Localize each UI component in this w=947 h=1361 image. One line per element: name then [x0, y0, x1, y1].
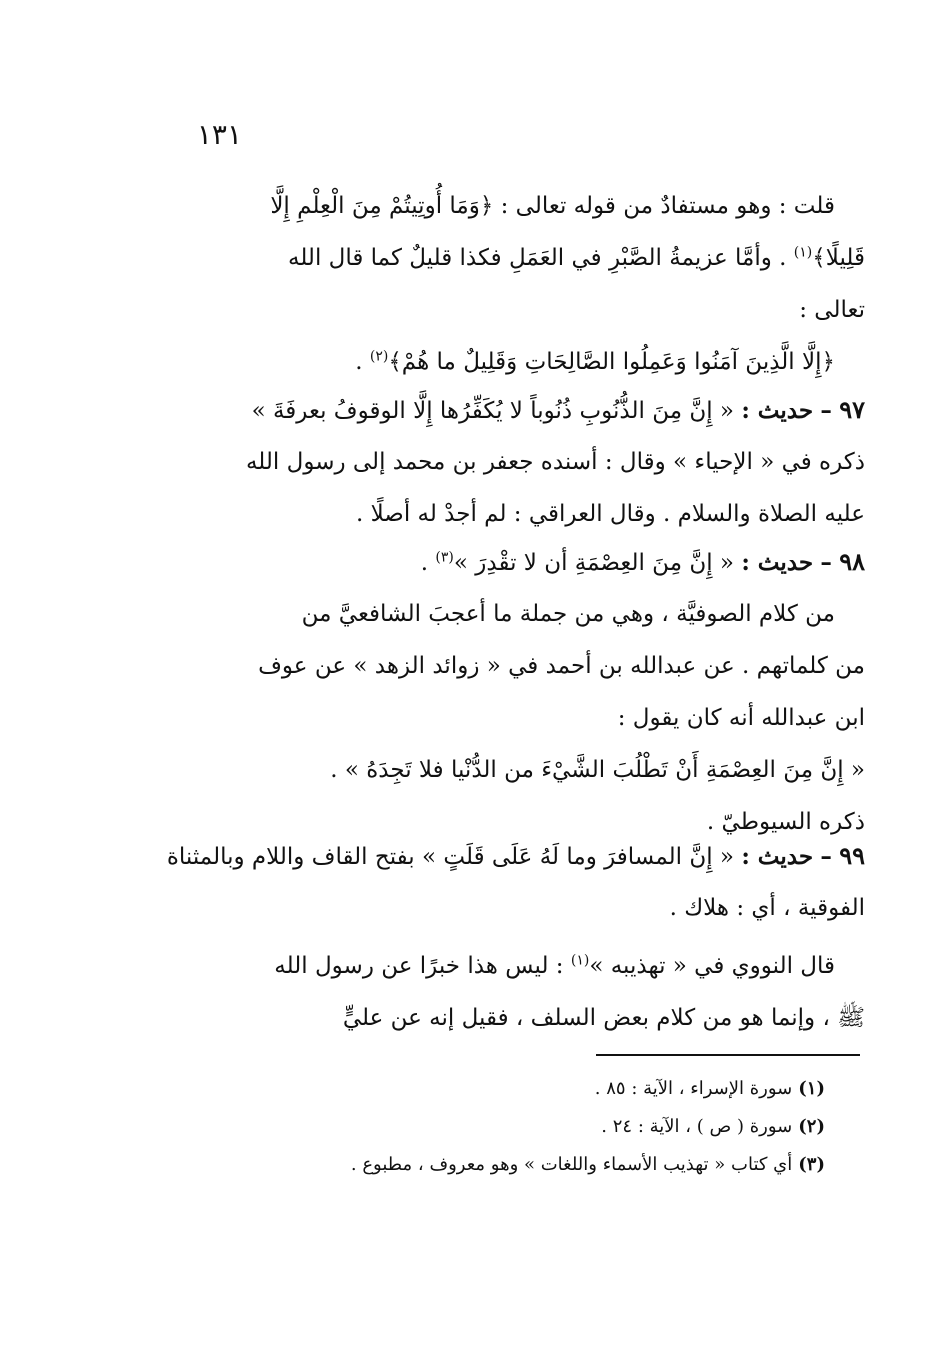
- hadith-98-line-6: ذكره السيوطيّ .: [706, 809, 865, 835]
- footnote-marker: (١): [798, 1078, 825, 1099]
- hadith-98-commentary: [165, 588, 865, 848]
- hadith-label: حديث :: [741, 549, 814, 576]
- hadith-number: ٩٩: [839, 841, 865, 870]
- paragraph-intro: [165, 180, 865, 388]
- hadith-dash: –: [820, 549, 832, 576]
- hadith-98-heading: [75, 536, 865, 589]
- hadith-label: حديث :: [741, 843, 814, 870]
- hadith-99-heading: [75, 830, 865, 883]
- hadith-97-commentary: [165, 436, 865, 540]
- footnote-ref-1b: (١): [570, 952, 590, 969]
- nawawi-intro: قال النووي في « تهذيبه »: [589, 953, 835, 979]
- hadith-99: [75, 830, 865, 883]
- hadith-97-line-3: عليه الصلاة والسلام . وقال العراقي : لم أجدْ له أصلًا .: [355, 501, 865, 527]
- intro-line-1: قلت : وهو مستفادٌ من قوله تعالى : ﴿وَمَا أُوتِيتُمْ مِنَ الْعِلْمِ إِلَّا: [270, 193, 835, 219]
- footnote-divider: [596, 1054, 860, 1056]
- hadith-text: « إِنَّ مِنَ العِصْمَةِ أن لا تقْدِرَ »: [453, 550, 734, 576]
- footnote-3: [265, 1146, 825, 1184]
- hadith-text: « إِنَّ المسافرَ وما لَهُ عَلَى قَلَتٍ » بفتح القاف واللام وبالمثناة: [166, 844, 734, 870]
- footnote-ref-1: (١): [793, 244, 813, 261]
- intro-line-3: تعالى :: [799, 297, 865, 323]
- footnotes: [265, 1070, 825, 1184]
- intro-line-2: [165, 232, 865, 284]
- footnote-text: سورة الإسراء ، الآية : ٨٥ .: [594, 1078, 793, 1099]
- hadith-99-commentary: [165, 882, 865, 1044]
- footnote-2: [265, 1108, 825, 1146]
- hadith-dash: –: [820, 843, 832, 870]
- hadith-99-line-2: الفوقية ، أي : هلاك .: [669, 895, 865, 921]
- nawawi-statement: : ليس هذا خبرًا عن رسول الله: [274, 953, 564, 979]
- intro-line-2-rest: . وأمَّا عزيمةُ الصَّبْرِ في العَمَلِ فكذا قليلٌ كما قال الله: [287, 245, 787, 271]
- intro-verse: [165, 336, 865, 388]
- hadith-dash: –: [820, 397, 832, 424]
- page-number: ١٣١: [196, 118, 242, 151]
- hadith-label: حديث :: [741, 397, 814, 424]
- hadith-number: ٩٧: [839, 395, 865, 424]
- hadith-97-heading: [75, 384, 865, 437]
- hadith-97-line-2: ذكره في « الإحياء » وقال : أسنده جعفر بن محمد إلى رسول الله: [245, 449, 865, 475]
- footnote-marker: (٣): [798, 1154, 825, 1175]
- footnote-1: [265, 1070, 825, 1108]
- footnote-ref-3: (٣): [435, 549, 454, 566]
- hadith-98-line-3: من كلماتهم . عن عبدالله بن أحمد في « زوائد الزهد » عن عوف: [258, 653, 865, 679]
- hadith-text: « إِنَّ مِنَ الذُّنُوبِ ذُنُوباً لا يُكَفِّرُها إِلَّا الوقوفُ بعرفَةَ »: [251, 398, 734, 424]
- hadith-97: [75, 384, 865, 437]
- hadith-98-line-2: من كلام الصوفيَّة ، وهي من جملة ما أعجبَ الشافعيَّ من: [301, 601, 835, 627]
- hadith-98-line-5: « إِنَّ مِنَ العِصْمَةِ أَنْ تَطْلُبَ الشَّيْءَ من الدُّنْيا فلا تَجِدَهُ » .: [330, 757, 865, 783]
- hadith-99-line-3: [165, 940, 865, 992]
- footnote-marker: (٢): [798, 1116, 825, 1137]
- verse-text: ﴿إِلَّا الَّذِينَ آمَنُوا وَعَمِلُوا الصَّالِحَاتِ وَقَلِيلٌ ما هُمْ﴾: [388, 349, 835, 375]
- hadith-98-line-4: ابن عبدالله أنه كان يقول :: [617, 705, 865, 731]
- footnote-ref-2: (٢): [369, 348, 389, 365]
- hadith-98: [75, 536, 865, 589]
- hadith-99-line-4: ﷺ ، وإنما هو من كلام بعض السلف ، فقيل إنه عن عليٍّ: [342, 1005, 865, 1031]
- hadith-end: .: [420, 550, 429, 576]
- footnote-text: سورة ( ص ) ، الآية : ٢٤ .: [601, 1116, 793, 1137]
- footnote-text: أي كتاب « تهذيب الأسماء واللغات » وهو معروف ، مطبوع .: [350, 1154, 793, 1175]
- intro-line-2-verse-end: قَلِيلًا﴾: [812, 245, 865, 271]
- hadith-number: ٩٨: [839, 547, 865, 576]
- verse-end: .: [355, 349, 363, 375]
